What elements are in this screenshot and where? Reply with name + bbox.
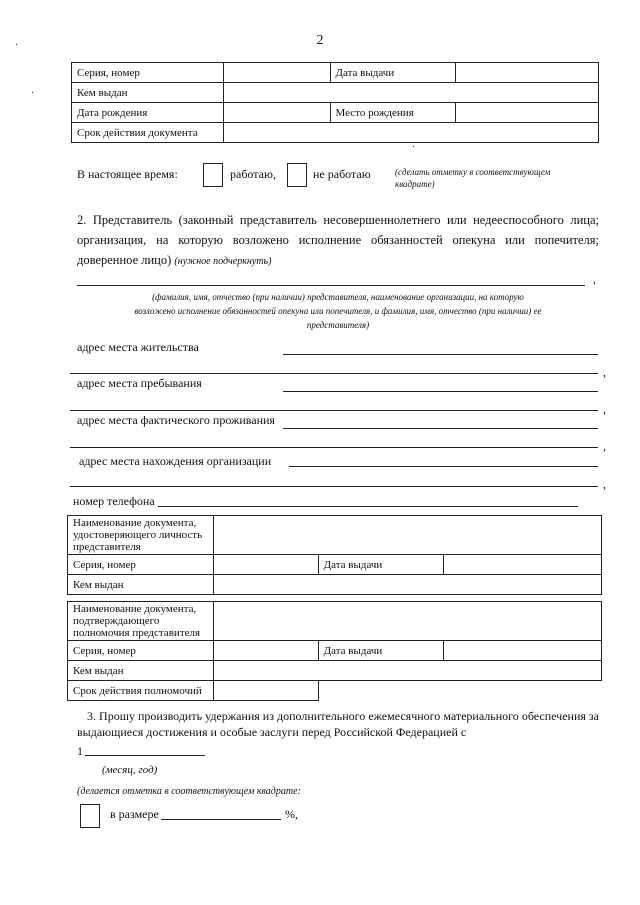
- working-checkbox[interactable]: [203, 163, 223, 187]
- scan-mark: ·: [31, 88, 35, 99]
- caption-line-1: (фамилия, имя, отчество (при наличии) представителя, наименование организации, на которую: [152, 292, 524, 302]
- comma: ,: [603, 365, 606, 379]
- representative-name-line[interactable]: [77, 285, 585, 286]
- scan-mark: ·: [412, 142, 416, 153]
- working-label: работаю,: [230, 167, 276, 181]
- auth-issue-date-field[interactable]: [444, 641, 602, 661]
- id-issue-date-label: Дата выдачи: [318, 555, 444, 575]
- phone-line[interactable]: [158, 506, 578, 507]
- organization-address-label: адрес места нахождения организации: [79, 454, 272, 468]
- auth-validity-label: Срок действия полномочий: [68, 681, 214, 701]
- id-document-name-field[interactable]: [213, 516, 601, 555]
- residence-address-line[interactable]: [283, 354, 598, 355]
- employment-hint: [395, 166, 550, 190]
- birth-place-label: Место рождения: [330, 103, 456, 123]
- stay-address-label: адрес места пребывания: [77, 376, 202, 390]
- amount-checkbox[interactable]: [80, 804, 100, 828]
- day-label: 1: [77, 744, 83, 758]
- not-working-checkbox[interactable]: [287, 163, 307, 187]
- auth-document-name-field[interactable]: [213, 602, 601, 641]
- issue-date-label: Дата выдачи: [330, 63, 456, 83]
- actual-address-line[interactable]: [283, 428, 598, 429]
- representative-caption: [74, 290, 602, 332]
- auth-issued-by-label: Кем выдан: [68, 661, 214, 681]
- validity-label: Срок действия документа: [72, 123, 224, 143]
- actual-address-label: адрес места фактического проживания: [77, 413, 275, 427]
- comma: ,: [603, 402, 606, 416]
- month-year-line[interactable]: [85, 755, 205, 756]
- representative-authority-table: [67, 601, 602, 701]
- birth-date-field[interactable]: [223, 103, 330, 123]
- page-number: 2: [316, 33, 324, 48]
- section-2-text: [77, 210, 599, 272]
- id-issued-by-label: Кем выдан: [68, 575, 214, 595]
- empty-cell: [444, 681, 602, 701]
- identity-document-table: [71, 62, 599, 143]
- birth-place-field[interactable]: [456, 103, 599, 123]
- organization-address-line-2[interactable]: [70, 486, 598, 487]
- comma: ,: [603, 477, 606, 491]
- id-series-number-label: Серия, номер: [68, 555, 214, 575]
- amount-line[interactable]: [161, 819, 281, 820]
- employment-hint-line-2: квадрате): [395, 179, 435, 189]
- section-3-text: 3. Прошу производить удержания из дополнительного ежемесячного материального обеспечения за выдающиеся достижения и особые заслуги перед Российской Федерацией с: [77, 709, 599, 739]
- auth-series-number-label: Серия, номер: [68, 641, 214, 661]
- percent-label: %,: [285, 807, 298, 821]
- auth-issue-date-label: Дата выдачи: [318, 641, 444, 661]
- series-number-label: Серия, номер: [72, 63, 224, 83]
- id-issue-date-field[interactable]: [444, 555, 602, 575]
- birth-date-label: Дата рождения: [72, 103, 224, 123]
- employment-hint-line-1: (сделать отметку в соответствующем: [395, 167, 551, 177]
- stay-address-line-2[interactable]: [70, 410, 598, 411]
- auth-validity-field[interactable]: [213, 681, 318, 701]
- empty-cell: [318, 681, 444, 701]
- auth-series-number-field[interactable]: [213, 641, 318, 661]
- id-document-name-label: Наименование документа, удостоверяющего личность представителя: [68, 516, 214, 555]
- comma: ,: [593, 272, 596, 286]
- issued-by-field[interactable]: [223, 83, 598, 103]
- issue-date-field[interactable]: [456, 63, 599, 83]
- employment-label: В настоящее время:: [77, 167, 178, 181]
- stay-address-line[interactable]: [283, 391, 598, 392]
- section-2-body: 2. Представитель (законный представитель несовершеннолетнего или недееспособного лица; организация, на которую возложено исполнение обязанностей опекуна или попечителя; доверенное лицо): [77, 213, 599, 267]
- comma: ,: [603, 439, 606, 453]
- validity-field[interactable]: [223, 123, 598, 143]
- series-number-field[interactable]: [223, 63, 330, 83]
- organization-address-line[interactable]: [289, 466, 598, 467]
- actual-address-line-2[interactable]: [70, 447, 598, 448]
- section-3-note: (делается отметка в соответствующем квадрате:: [77, 786, 301, 797]
- not-working-label: не работаю: [313, 167, 371, 181]
- amount-label: в размере: [110, 807, 159, 821]
- id-series-number-field[interactable]: [213, 555, 318, 575]
- auth-document-name-label: Наименование документа, подтверждающего полномочия представителя: [68, 602, 214, 641]
- caption-line-2: возложено исполнение обязанностей опекуна или попечителя, и фамилия, имя, отчество (при наличии) ее: [134, 306, 542, 316]
- month-year-caption: (месяц, год): [102, 764, 158, 776]
- id-issued-by-field[interactable]: [213, 575, 601, 595]
- representative-id-table: [67, 515, 602, 595]
- residence-address-label: адрес места жительства: [77, 340, 199, 354]
- auth-issued-by-field[interactable]: [213, 661, 601, 681]
- phone-label: номер телефона: [73, 494, 155, 508]
- section-2-note: (нужное подчеркнуть): [174, 256, 272, 267]
- issued-by-label: Кем выдан: [72, 83, 224, 103]
- scan-mark: ·: [15, 40, 19, 51]
- residence-address-line-2[interactable]: [70, 373, 598, 374]
- caption-line-3: представителя): [306, 320, 370, 330]
